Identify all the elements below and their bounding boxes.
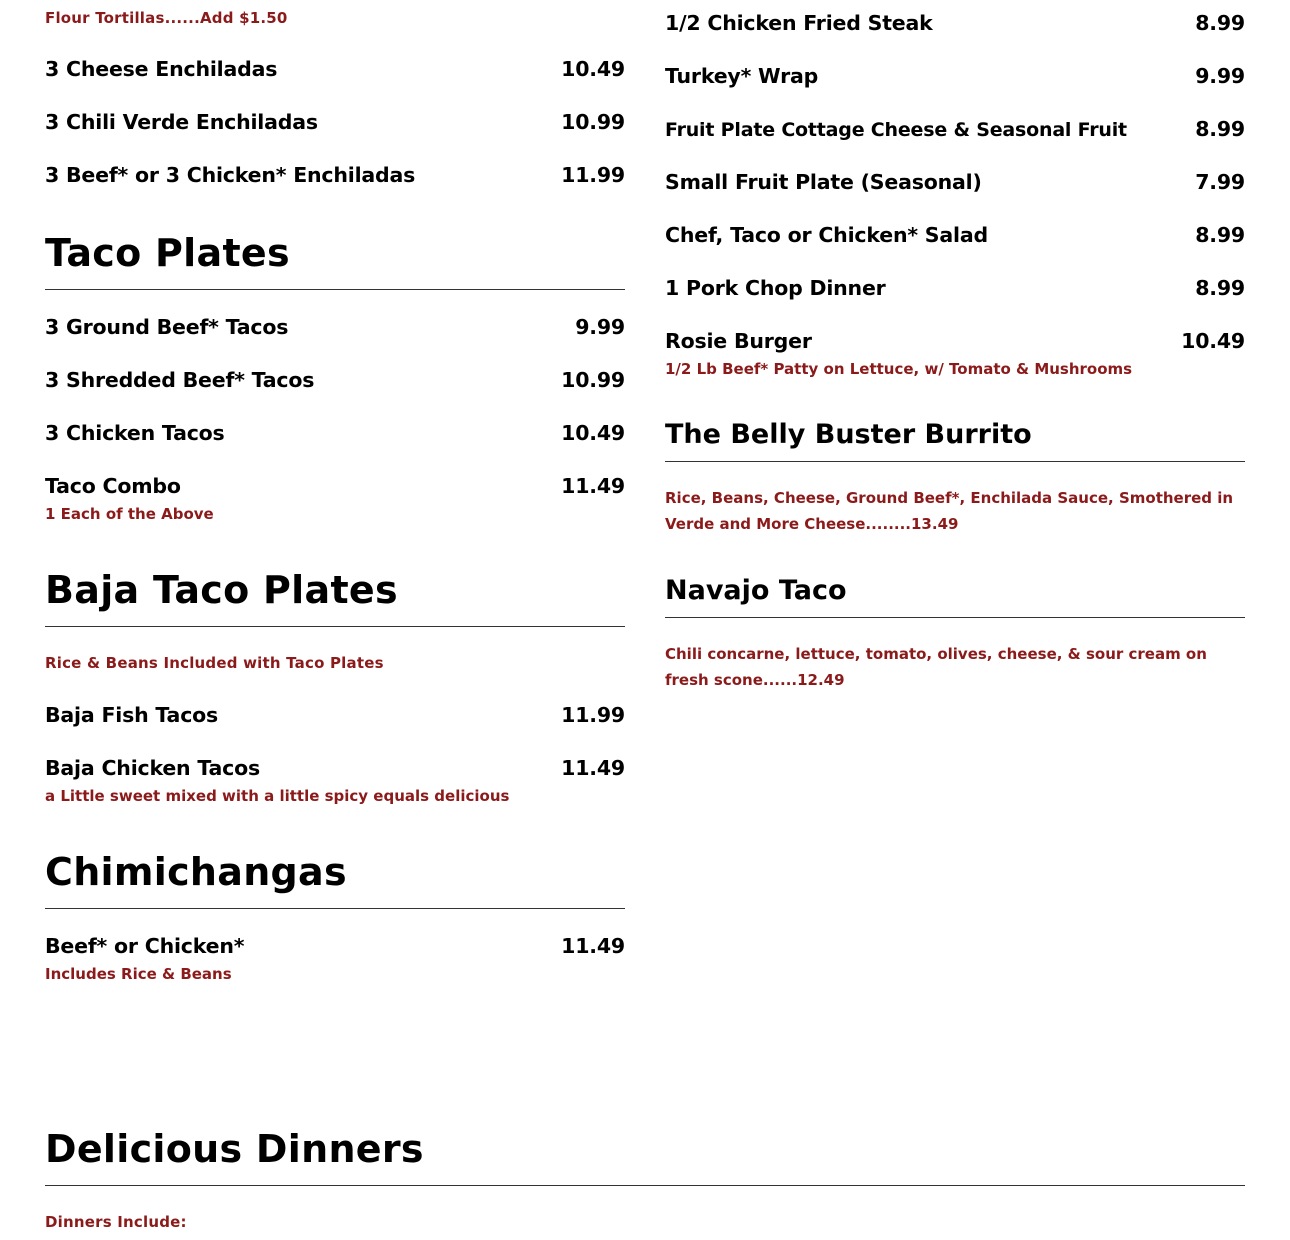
item-description: 1 Each of the Above bbox=[45, 505, 214, 523]
item-price: 9.99 bbox=[575, 315, 625, 339]
item-price: 10.49 bbox=[561, 57, 625, 81]
item-name: 3 Beef* or 3 Chicken* Enchiladas bbox=[45, 163, 416, 187]
item-name: Rosie Burger bbox=[665, 329, 812, 353]
section-heading-navajo-taco: Navajo Taco bbox=[665, 575, 847, 606]
menu-item bbox=[665, 275, 1245, 301]
menu-item bbox=[665, 222, 1245, 248]
item-price: 8.99 bbox=[1195, 11, 1245, 35]
section-divider bbox=[665, 617, 1245, 618]
section-heading-belly-buster: The Belly Buster Burrito bbox=[665, 419, 1032, 450]
tortilla-note: Flour Tortillas......Add $1.50 bbox=[45, 9, 288, 27]
item-name: 1 Pork Chop Dinner bbox=[665, 276, 886, 300]
item-price: 11.99 bbox=[561, 163, 625, 187]
menu-item bbox=[665, 328, 1245, 354]
item-price: 8.99 bbox=[1195, 117, 1245, 141]
item-name: Fruit Plate Cottage Cheese & Seasonal Fruit bbox=[665, 119, 1127, 141]
item-price: 9.99 bbox=[1195, 64, 1245, 88]
item-name: Baja Fish Tacos bbox=[45, 703, 219, 727]
item-name: 3 Chili Verde Enchiladas bbox=[45, 110, 318, 134]
dinners-note: Dinners Include: bbox=[45, 1213, 187, 1231]
item-name: 3 Shredded Beef* Tacos bbox=[45, 368, 315, 392]
item-name: Taco Combo bbox=[45, 474, 181, 498]
item-price: 10.99 bbox=[561, 110, 625, 134]
item-price: 10.99 bbox=[561, 368, 625, 392]
item-name: Beef* or Chicken* bbox=[45, 934, 245, 958]
item-price: 11.49 bbox=[561, 934, 625, 958]
section-note: Rice & Beans Included with Taco Plates bbox=[45, 654, 384, 672]
menu-item bbox=[45, 109, 625, 135]
menu-item bbox=[45, 420, 625, 446]
section-divider bbox=[45, 1185, 1245, 1186]
item-price: 10.49 bbox=[561, 421, 625, 445]
menu-item bbox=[45, 367, 625, 393]
menu-item bbox=[665, 10, 1245, 36]
section-description: Chili concarne, lettuce, tomato, olives, cheese, & sour cream on fresh scone......12.49 bbox=[665, 645, 1207, 689]
item-description: 1/2 Lb Beef* Patty on Lettuce, w/ Tomato & Mushrooms bbox=[665, 360, 1133, 378]
item-price: 8.99 bbox=[1195, 276, 1245, 300]
section-divider bbox=[45, 626, 625, 627]
section-divider bbox=[45, 289, 625, 290]
item-description: Includes Rice & Beans bbox=[45, 965, 232, 983]
item-price: 10.49 bbox=[1181, 329, 1245, 353]
item-name: 3 Ground Beef* Tacos bbox=[45, 315, 289, 339]
item-name: Chef, Taco or Chicken* Salad bbox=[665, 223, 988, 247]
section-divider bbox=[665, 461, 1245, 462]
menu-item bbox=[45, 933, 625, 959]
menu-item bbox=[45, 56, 625, 82]
menu-item bbox=[665, 169, 1245, 195]
section-heading-baja-taco-plates: Baja Taco Plates bbox=[45, 568, 398, 612]
section-heading-chimichangas: Chimichangas bbox=[45, 850, 347, 894]
menu-item bbox=[45, 755, 625, 781]
item-name: 3 Cheese Enchiladas bbox=[45, 57, 278, 81]
menu-item bbox=[45, 314, 625, 340]
section-description: Rice, Beans, Cheese, Ground Beef*, Enchilada Sauce, Smothered in Verde and More Cheese........13.49 bbox=[665, 489, 1234, 533]
section-heading-delicious-dinners: Delicious Dinners bbox=[45, 1127, 424, 1171]
section-heading-taco-plates: Taco Plates bbox=[45, 231, 290, 275]
item-name: Small Fruit Plate (Seasonal) bbox=[665, 170, 982, 194]
menu-item bbox=[45, 162, 625, 188]
item-name: Turkey* Wrap bbox=[665, 64, 819, 88]
item-price: 7.99 bbox=[1195, 170, 1245, 194]
menu-item bbox=[665, 63, 1245, 89]
menu-item bbox=[665, 116, 1245, 143]
item-name: 1/2 Chicken Fried Steak bbox=[665, 11, 933, 35]
menu-item bbox=[45, 473, 625, 499]
section-divider bbox=[45, 908, 625, 909]
item-name: Baja Chicken Tacos bbox=[45, 756, 261, 780]
item-name: 3 Chicken Tacos bbox=[45, 421, 225, 445]
item-description: a Little sweet mixed with a little spicy equals delicious bbox=[45, 787, 510, 805]
item-price: 11.49 bbox=[561, 474, 625, 498]
item-price: 11.99 bbox=[561, 703, 625, 727]
menu-item bbox=[45, 702, 625, 728]
item-price: 11.49 bbox=[561, 756, 625, 780]
item-price: 8.99 bbox=[1195, 223, 1245, 247]
